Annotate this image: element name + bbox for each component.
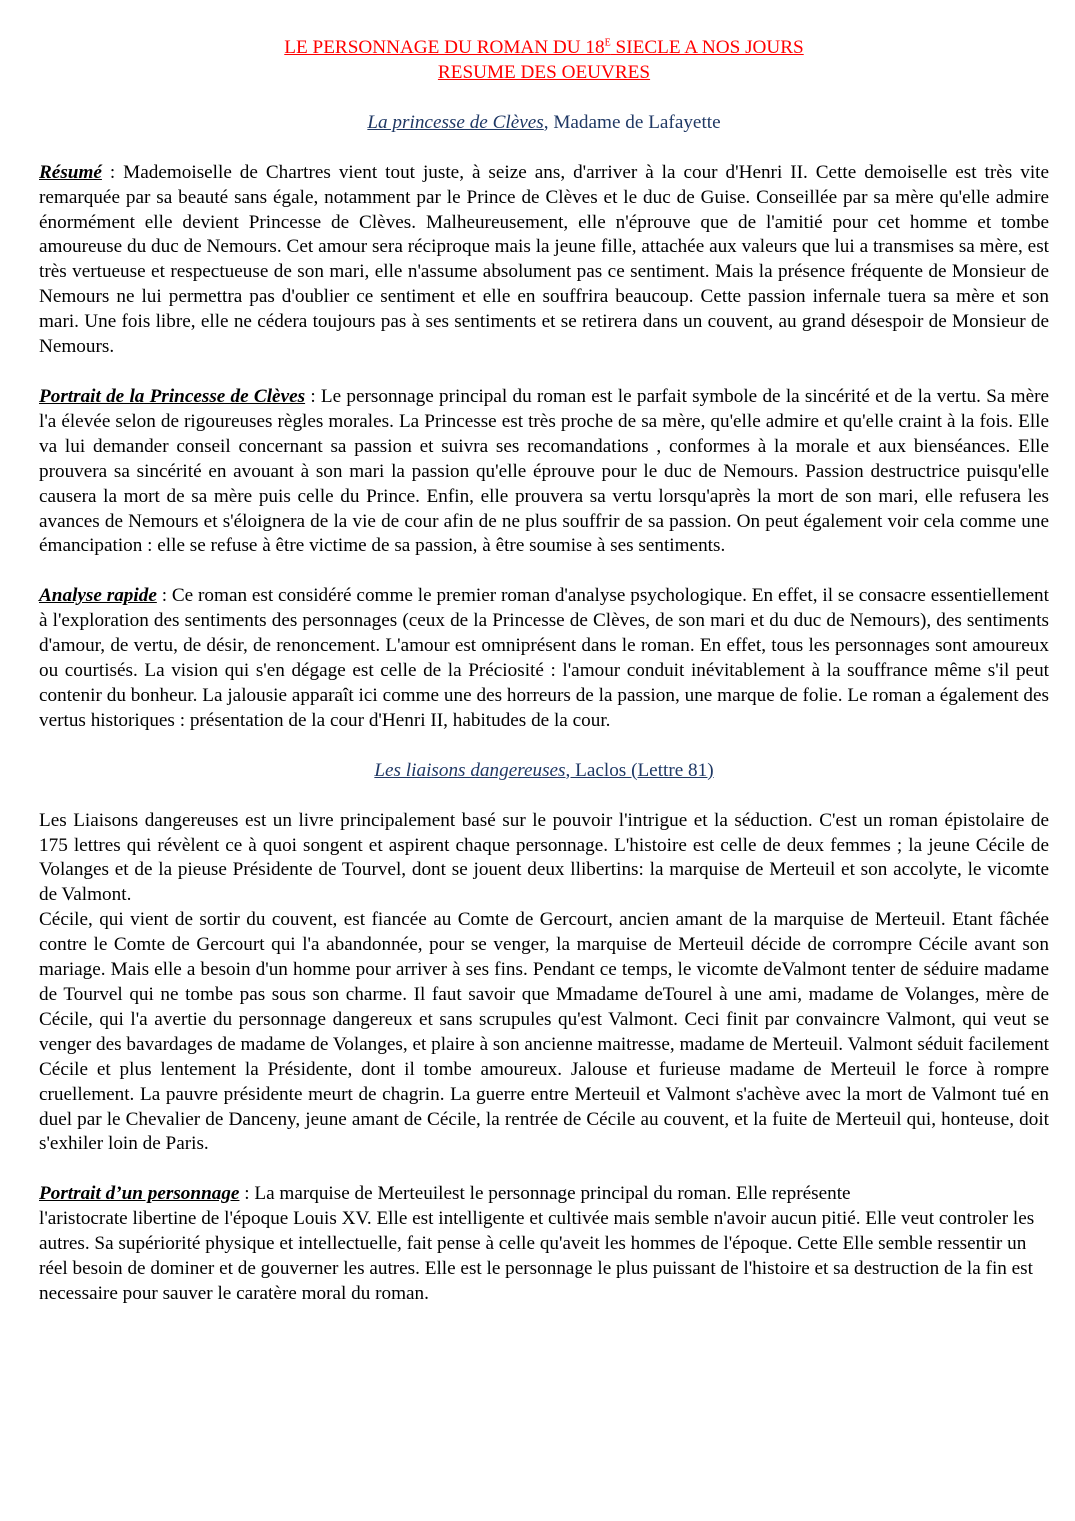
work1-author: , Madame de Lafayette — [543, 111, 721, 133]
work2-portrait-paragraph — [39, 1182, 1049, 1307]
work2-heading — [39, 759, 1049, 784]
work1-analysis-text: : Ce roman est considéré comme le premier roman d'analyse psychologique. En effet, il se consacre essentiellement à l'exploration des sentiments des personnages (ceux de la Princesse de Clèves, de son mari et du duc de Nemours), des sentiments d'amour, de vertu, de désir, de renoncement. L'amour est omniprésent dans le roman. En effet, tous les personnages sont amoureux ou courtisés. La vision qui s'en dégage est celle de la Préciosité : l'amour conduit inévitablement à la souffrance même s'il peut contenir du bonheur. La jalousie apparaît ici comme une des horreurs de la passion, une marque de folie. Le roman a également des vertus historiques : présentation de la cour d'Henri II, habitudes de la cour. — [39, 585, 1049, 731]
work2-portrait-text-2: l'aristocrate libertine de l'époque Louis XV. Elle est intelligente et cultivée mais semble n'avoir aucun pitié. Elle veut controler les — [39, 1208, 1035, 1230]
spacer — [39, 559, 1049, 584]
work1-summary-paragraph — [39, 161, 1049, 360]
header-title-suffix: SIECLE A NOS JOURS — [610, 37, 804, 58]
work2-book-title: Les liaisons dangereuses — [374, 759, 566, 781]
spacer — [39, 360, 1049, 385]
header-title-prefix: LE PERSONNAGE DU ROMAN DU 18 — [284, 37, 605, 58]
work2-plot-paragraph: Cécile, qui vient de sortir du couvent, est fiancée au Comte de Gercourt, ancien amant de la marquise de Merteuil. Etant fâchée contre le Comte de Gercourt qui l'a abandonnée, pour se venger, la marquise de Merteuil décide de corrompre Cécile avant son mariage. Mais elle a besoin d'un homme pour arriver à ses fins. Pendant ce temps, le vicomte deValmont tenter de séduire madame de Tourvel qui ne tombe pas sous son charme. Il faut savoir que Mmadame deTourel à une ami, madame de Volanges, mère de Cécile, qui l'a avertie du personnage dangereux et sans scrupules qu'est Valmont. Ceci finit par convaincre Valmont, qui veut se venger des bavardages de madame de Volanges, et plaire à son ancienne maitresse, madame de Merteuil. Valmont séduit facilement Cécile et plus lentement la Présidente, dont il tombe amoureux. Jalouse et furieuse madame de Merteuil le force à rompre cruellement. La pauvre présidente meurt de chagrin. La guerre entre Merteuil et Valmont s'achève avec la mort de Valmont tué en duel par le Chevalier de Danceny, jeune amant de Cécile, la rentrée de Cécile au couvent, et la fuite de Merteuil qui, honteuse, doit s'exhiler loin de Paris. — [39, 909, 1049, 1155]
header-title-line-1 — [39, 36, 1049, 61]
work2-author: , Laclos (Lettre 81) — [565, 759, 714, 781]
header-title-line-2: RESUME DES OEUVRES — [437, 61, 651, 83]
work1-summary-text: : Mademoiselle de Chartres vient tout juste, à seize ans, d'arriver à la cour d'Henri II. Cette demoiselle est très vite remarquée par sa beauté sans égale, notamment par le Prince de Clèves et le duc de Guise. Conseillée par sa mère qu'elle admire énormément elle devient Princesse de Clèves. Malheureusement, elle n'éprouve que de l'amitié pour cet homme et tombe amoureuse du duc de Nemours. Cet amour sera réciproque mais la jeune fille, attachée aux valeurs que lui a transmises sa mère, est très vertueuse et respectueuse de son mari, elle n'assume absolument pas ce sentiment. Mais la présence fréquente de Monsieur de Nemours ne lui permettra pas d'oublier ce sentiment et elle en souffrira beaucoup. Cette passion infernale tuera sa mère et son mari. Une fois libre, elle ne cédera toujours pas à ses sentiments et se retirera dans un couvent, au grand désespoir de Monsieur de Nemours. — [39, 161, 1049, 358]
work1-analysis-lead: Analyse rapide — [39, 585, 157, 607]
work2-intro-paragraph: Les Liaisons dangereuses est un livre principalement basé sur le pouvoir l'intrigue et la séduction. C'est un roman épistolaire de 175 lettres qui révèlent ce à quoi songent et aspirent chaque personnage. L'histoire est celle de deux femmes ; la jeune Cécile de Volanges et de la pieuse Présidente de Tourvel, dont se jouent deux llibertins: la marquise de Merteuil et son accolyte, le vicomte de Valmont. — [39, 809, 1049, 906]
work1-analysis-paragraph — [39, 584, 1049, 733]
work1-portrait-paragraph — [39, 385, 1049, 559]
work1-summary-lead: Résumé — [39, 161, 102, 183]
work1-portrait-text: : Le personnage principal du roman est le parfait symbole de la sincérité et de la vertu. Sa mère l'a élevée selon de rigoureuses règles morales. La Princesse est très proche de sa mère, qu'elle admire et qu'elle craint à la fois. Elle va lui demander conseil concernant sa passion et suivra ses recomandations , conformes à la morale et aux bienséances. Elle prouvera sa sincérité en avouant à son mari la passion qu'elle éprouve pour le duc de Nemours. Passion destructrice puisqu'elle causera la mort de sa mère puis celle du Prince. Enfin, elle prouvera sa vertu lorsqu'après la mort de son mari, elle refusera les avances de Nemours et s'éloignera de la vie de cour afin de ne plus souffrir de sa passion. On peut également voir cela comme une émancipation : elle se refuse à être victime de sa passion, à être soumise à ses sentiments. — [39, 385, 1049, 557]
work2-portrait-lead: Portrait d’un personnage — [39, 1183, 240, 1205]
document-header — [39, 36, 1049, 86]
spacer — [39, 1157, 1049, 1182]
work1-portrait-lead: Portrait de la Princesse de Clèves — [39, 385, 306, 407]
work2-portrait-text-3: autres. Sa supériorité physique et intellectuelle, fait pense à celle qu'aveit les hommes de l'époque. Cette Elle semble ressentir un réel besoin de dominer et de gouverner les autres. Elle est le personnage le plus puissant de l'histoire et sa destruction de la fin est necessaire pour sauver le caratère moral du roman. — [39, 1233, 1033, 1304]
work1-heading — [39, 111, 1049, 136]
work2-portrait-text-1: : La marquise de Merteuilest le personnage principal du roman. Elle représente — [239, 1183, 851, 1205]
header-title-superscript: E — [604, 37, 611, 49]
work1-book-title: La princesse de Clèves — [367, 111, 544, 133]
